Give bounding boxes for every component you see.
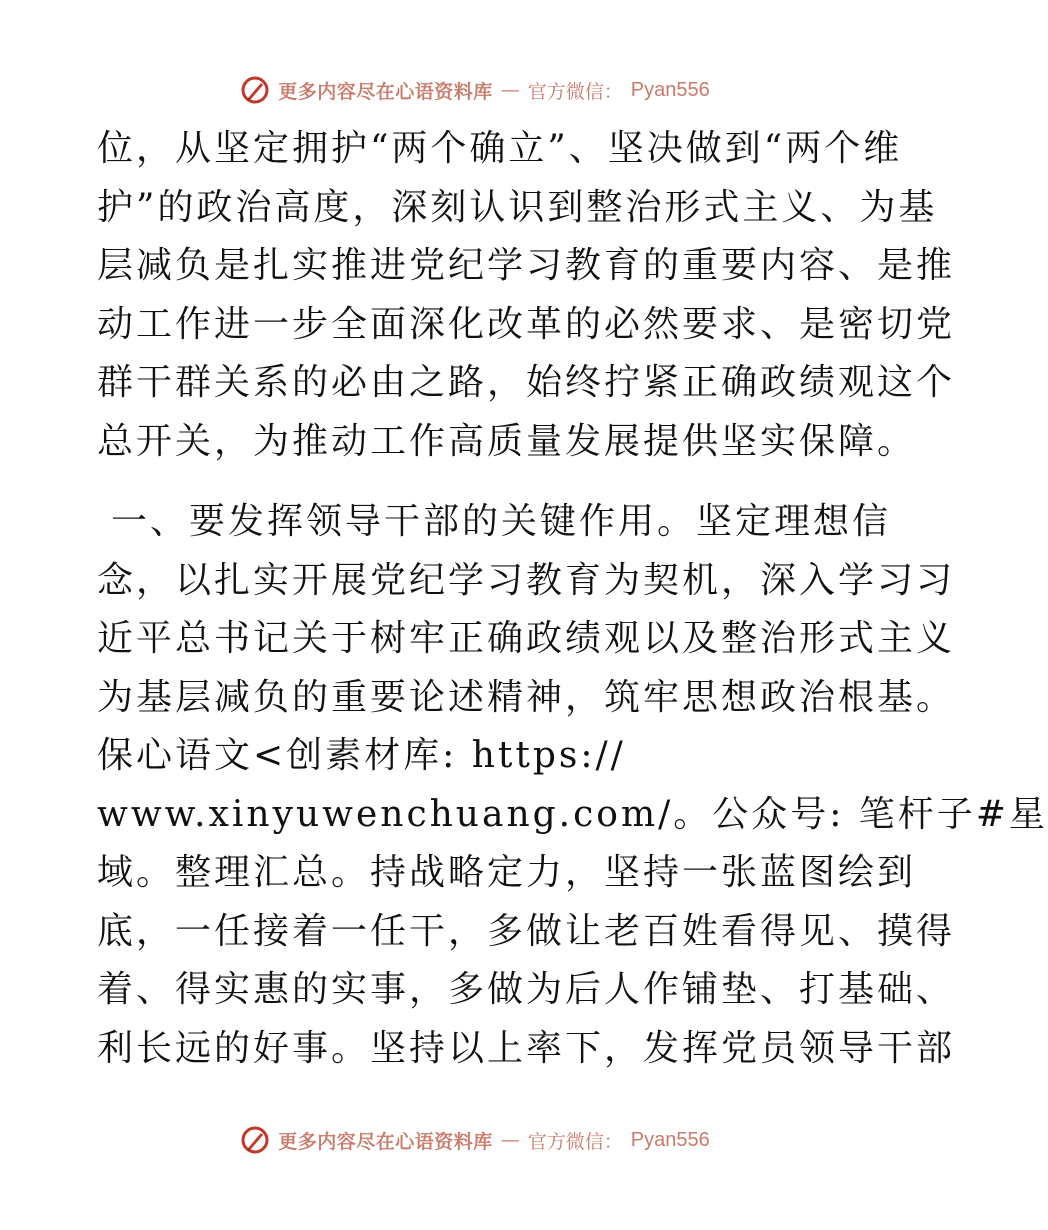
- footer-wechat-label: 官方微信：: [527, 1130, 623, 1153]
- header-banner: [0, 70, 950, 110]
- text-line: 着、得实惠的实事，多做为后人作铺垫、打基础、: [97, 969, 956, 1010]
- text-line: 近平总书记关于树牢正确政绩观以及整治形式主义: [97, 618, 956, 659]
- paragraph-gap: [97, 471, 857, 493]
- text-line: 群干群关系的必由之路，始终拧紧正确政绩观这个: [97, 362, 956, 403]
- text-line: 域。整理汇总。持战略定力，坚持一张蓝图绘到: [97, 852, 917, 893]
- text-line: 保心语文<创素材库: https://: [97, 735, 626, 776]
- text-line: 动工作进一步全面深化改革的必然要求、是密切党: [97, 303, 956, 345]
- text-line: 位，从坚定拥护“两个确立”、坚决做到“两个维: [97, 128, 903, 169]
- header-wechat-label: 官方微信：: [527, 80, 623, 103]
- header-wechat-id: Pyan556: [630, 78, 710, 101]
- paragraph-2: [97, 493, 1048, 1078]
- text-line: 底，一任接着一任干，多做让老百姓看得见、摸得: [97, 910, 956, 952]
- pen-nib-logo-icon: [240, 75, 270, 105]
- footer-wechat-id: Pyan556: [630, 1128, 710, 1151]
- header-site-text: 更多内容尽在心语资料库: [278, 80, 493, 103]
- paragraph-1: [97, 120, 956, 471]
- footer-separator: —: [500, 1129, 520, 1151]
- text-line: 层减负是扎实推进党纪学习教育的重要内容、是推: [97, 245, 956, 286]
- footer-banner: [0, 1120, 950, 1160]
- text-line: 利长远的好事。坚持以上率下，发挥党员领导干部: [97, 1027, 956, 1069]
- section-heading-line: 一、要发挥领导干部的关键作用。坚定理想信: [111, 501, 892, 542]
- text-line: 总开关，为推动工作高质量发展提供坚实保障。: [97, 420, 917, 462]
- text-line: 为基层减负的重要论述精神，筑牢思想政治根基。: [97, 676, 956, 718]
- text-line: 念，以扎实开展党纪学习教育为契机，深入学习习: [97, 559, 956, 601]
- text-line: www.xinyuwenchuang.com/。公众号: 笔杆子#星: [97, 793, 1048, 835]
- pen-nib-logo-icon: [240, 1125, 270, 1155]
- text-line: 护”的政治高度，深刻认识到整治形式主义、为基: [97, 186, 938, 228]
- header-separator: —: [500, 79, 520, 101]
- footer-site-text: 更多内容尽在心语资料库: [278, 1130, 493, 1153]
- document-body: [97, 120, 1048, 1078]
